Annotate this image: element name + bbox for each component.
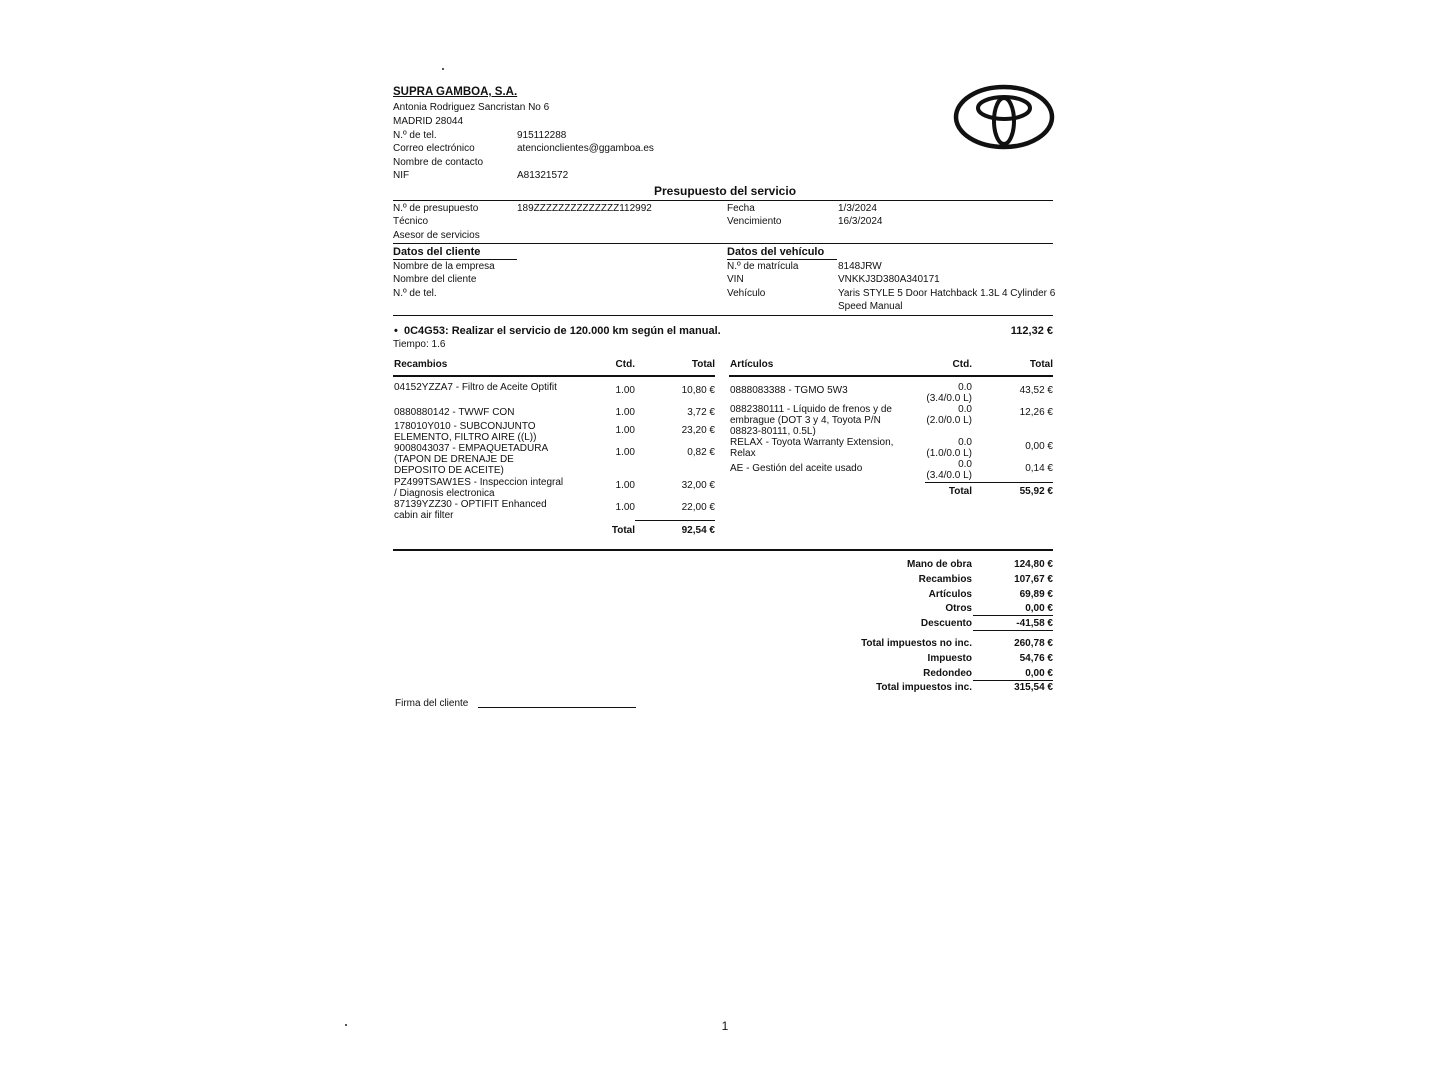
parts-total-value: 92,54 € [681, 525, 715, 536]
summary-label-grand-total: Total impuestos inc. [876, 682, 972, 693]
company-email-label: Correo electrónico [393, 143, 475, 154]
document-title: Presupuesto del servicio [653, 184, 797, 198]
part-total: 3,72 € [687, 407, 715, 418]
part-total: 10,80 € [681, 385, 715, 396]
company-nif: A81321572 [517, 170, 569, 181]
parts-total-rule [635, 520, 715, 521]
article-desc: RELAX - Toyota Warranty Extension, [730, 437, 894, 448]
service-title: 0C4G53: Realizar el servicio de 120.000 km según el manual. [404, 325, 721, 337]
summary-label-articles: Artículos [928, 589, 972, 600]
page-number: 1 [721, 1019, 729, 1033]
service-price: 112,32 € [1010, 325, 1053, 337]
summary-value-subtotal: 260,78 € [1014, 638, 1053, 649]
summary-label-subtotal: Total impuestos no inc. [861, 638, 972, 649]
parts-header-qty: Ctd. [615, 359, 635, 370]
part-desc: / Diagnosis electronica [394, 488, 495, 499]
company-email: atencionclientes@ggamboa.es [517, 143, 654, 154]
company-nif-label: NIF [393, 170, 410, 181]
summary-label-others: Otros [945, 603, 972, 614]
article-total: 0,14 € [1025, 463, 1053, 474]
article-qty: 0.0 [958, 382, 972, 393]
client-name-label: Nombre del cliente [393, 274, 477, 285]
article-desc: 08823-80111, 0.5L) [730, 426, 816, 437]
summary-value-rounding: 0,00 € [1025, 668, 1053, 679]
vin-value: VNKKJ3D380A340171 [838, 274, 940, 285]
technician-label: Técnico [393, 216, 429, 227]
part-total: 23,20 € [681, 425, 715, 436]
parts-header-total: Total [691, 359, 715, 370]
part-qty: 1.00 [615, 480, 635, 491]
company-name: SUPRA GAMBOA, S.A. [393, 86, 518, 98]
part-qty: 1.00 [615, 385, 635, 396]
summary-others-rule [973, 615, 1053, 616]
part-desc: PZ499TSAW1ES - Inspeccion integral [394, 477, 564, 488]
summary-value-others: 0,00 € [1025, 603, 1053, 614]
articles-total-value: 55,92 € [1019, 486, 1053, 497]
plate-label: N.º de matrícula [727, 261, 799, 272]
article-total: 12,26 € [1019, 407, 1053, 418]
company-address: Antonia Rodriguez Sancristan No 6 [393, 102, 550, 113]
client-phone-label: N.º de tel. [393, 288, 437, 299]
date-value: 1/3/2024 [838, 203, 877, 214]
summary-value-parts: 107,67 € [1014, 574, 1053, 585]
service-bullet: • [394, 325, 398, 337]
summary-label-parts: Recambios [918, 574, 972, 585]
part-desc: cabin air filter [394, 510, 454, 521]
part-desc: DEPOSITO DE ACEITE) [394, 465, 504, 476]
summary-rule [393, 549, 1053, 551]
part-qty: 1.00 [615, 502, 635, 513]
article-total: 43,52 € [1019, 385, 1053, 396]
vin-label: VIN [727, 274, 744, 285]
signature-line [478, 707, 636, 708]
article-total: 0,00 € [1025, 441, 1053, 452]
scan-speck [345, 1024, 347, 1026]
article-qty-detail: (3.4/0.0 L) [926, 393, 972, 404]
quote-number-label: N.º de presupuesto [393, 203, 479, 214]
vehicle-heading-underline [727, 259, 837, 260]
vehicle-model-line1: Yaris STYLE 5 Door Hatchback 1.3L 4 Cylinder 6 [838, 288, 1056, 299]
part-desc: 0880880142 - TWWF CON [394, 407, 515, 418]
service-time: Tiempo: 1.6 [393, 339, 446, 350]
client-heading-underline [393, 259, 517, 260]
client-company-label: Nombre de la empresa [393, 261, 495, 272]
meta-rule [393, 243, 1053, 244]
part-total: 0,82 € [687, 447, 715, 458]
title-rule [393, 200, 1053, 201]
company-contact-label: Nombre de contacto [393, 157, 484, 168]
vehicle-heading: Datos del vehículo [727, 246, 825, 258]
article-qty: 0.0 [958, 437, 972, 448]
part-desc: 87139YZZ30 - OPTIFIT Enhanced [394, 499, 547, 510]
article-qty: 0.0 [958, 404, 972, 415]
articles-header-qty: Ctd. [952, 359, 972, 370]
article-qty-detail: (1.0/0.0 L) [926, 448, 972, 459]
article-desc: embrague (DOT 3 y 4, Toyota P/N [730, 415, 881, 426]
articles-header-rule [729, 375, 1053, 377]
articles-total-label: Total [948, 486, 972, 497]
parts-header-rule [393, 375, 715, 377]
summary-label-rounding: Redondeo [923, 668, 972, 679]
data-rule [393, 315, 1053, 316]
company-city: MADRID 28044 [393, 116, 464, 127]
date-label: Fecha [727, 203, 755, 214]
articles-header-name: Artículos [730, 359, 774, 370]
company-phone-label: N.º de tel. [393, 130, 437, 141]
part-desc: 9008043037 - EMPAQUETADURA [394, 443, 549, 454]
summary-value-grand-total: 315,54 € [1014, 682, 1053, 693]
article-desc: AE - Gestión del aceite usado [730, 463, 863, 474]
scan-speck [442, 68, 444, 70]
due-label: Vencimiento [727, 216, 782, 227]
part-qty: 1.00 [615, 447, 635, 458]
toyota-logo-icon [952, 84, 1056, 150]
advisor-label: Asesor de servicios [393, 230, 480, 241]
summary-value-tax: 54,76 € [1019, 653, 1053, 664]
summary-label-discount: Descuento [920, 618, 972, 629]
client-heading: Datos del cliente [393, 246, 481, 258]
summary-label-tax: Impuesto [927, 653, 972, 664]
plate-value: 8148JRW [838, 261, 882, 272]
summary-value-labor: 124,80 € [1014, 559, 1053, 570]
summary-value-discount: -41,58 € [1016, 618, 1053, 629]
part-desc: (TAPON DE DRENAJE DE [394, 454, 514, 465]
signature-label: Firma del cliente [395, 698, 469, 709]
parts-total-label: Total [611, 525, 635, 536]
article-desc: 0882380111 - Líquido de frenos y de [730, 404, 892, 415]
article-qty: 0.0 [958, 459, 972, 470]
vehicle-model-line2: Speed Manual [838, 301, 903, 312]
part-desc: 04152YZZA7 - Filtro de Aceite Optifit [394, 382, 557, 393]
articles-header-total: Total [1029, 359, 1053, 370]
article-qty-detail: (3.4/0.0 L) [926, 470, 972, 481]
part-desc: ELEMENTO, FILTRO AIRE ((L)) [394, 432, 537, 443]
summary-label-labor: Mano de obra [906, 559, 972, 570]
articles-total-rule [925, 482, 1053, 483]
company-phone: 915112288 [517, 130, 567, 141]
summary-value-articles: 69,89 € [1019, 589, 1053, 600]
article-desc: Relax [730, 448, 756, 459]
part-qty: 1.00 [615, 425, 635, 436]
quote-number: 189ZZZZZZZZZZZZZZ112992 [517, 203, 652, 214]
parts-header-name: Recambios [394, 359, 448, 370]
part-qty: 1.00 [615, 407, 635, 418]
summary-discount-rule [973, 630, 1053, 631]
article-desc: 0888083388 - TGMO 5W3 [730, 385, 848, 396]
article-qty-detail: (2.0/0.0 L) [926, 415, 972, 426]
part-total: 32,00 € [681, 480, 715, 491]
summary-rounding-rule [973, 680, 1053, 681]
vehicle-model-label: Vehículo [727, 288, 766, 299]
due-value: 16/3/2024 [838, 216, 883, 227]
part-total: 22,00 € [681, 502, 715, 513]
part-desc: 178010Y010 - SUBCONJUNTO [394, 421, 536, 432]
